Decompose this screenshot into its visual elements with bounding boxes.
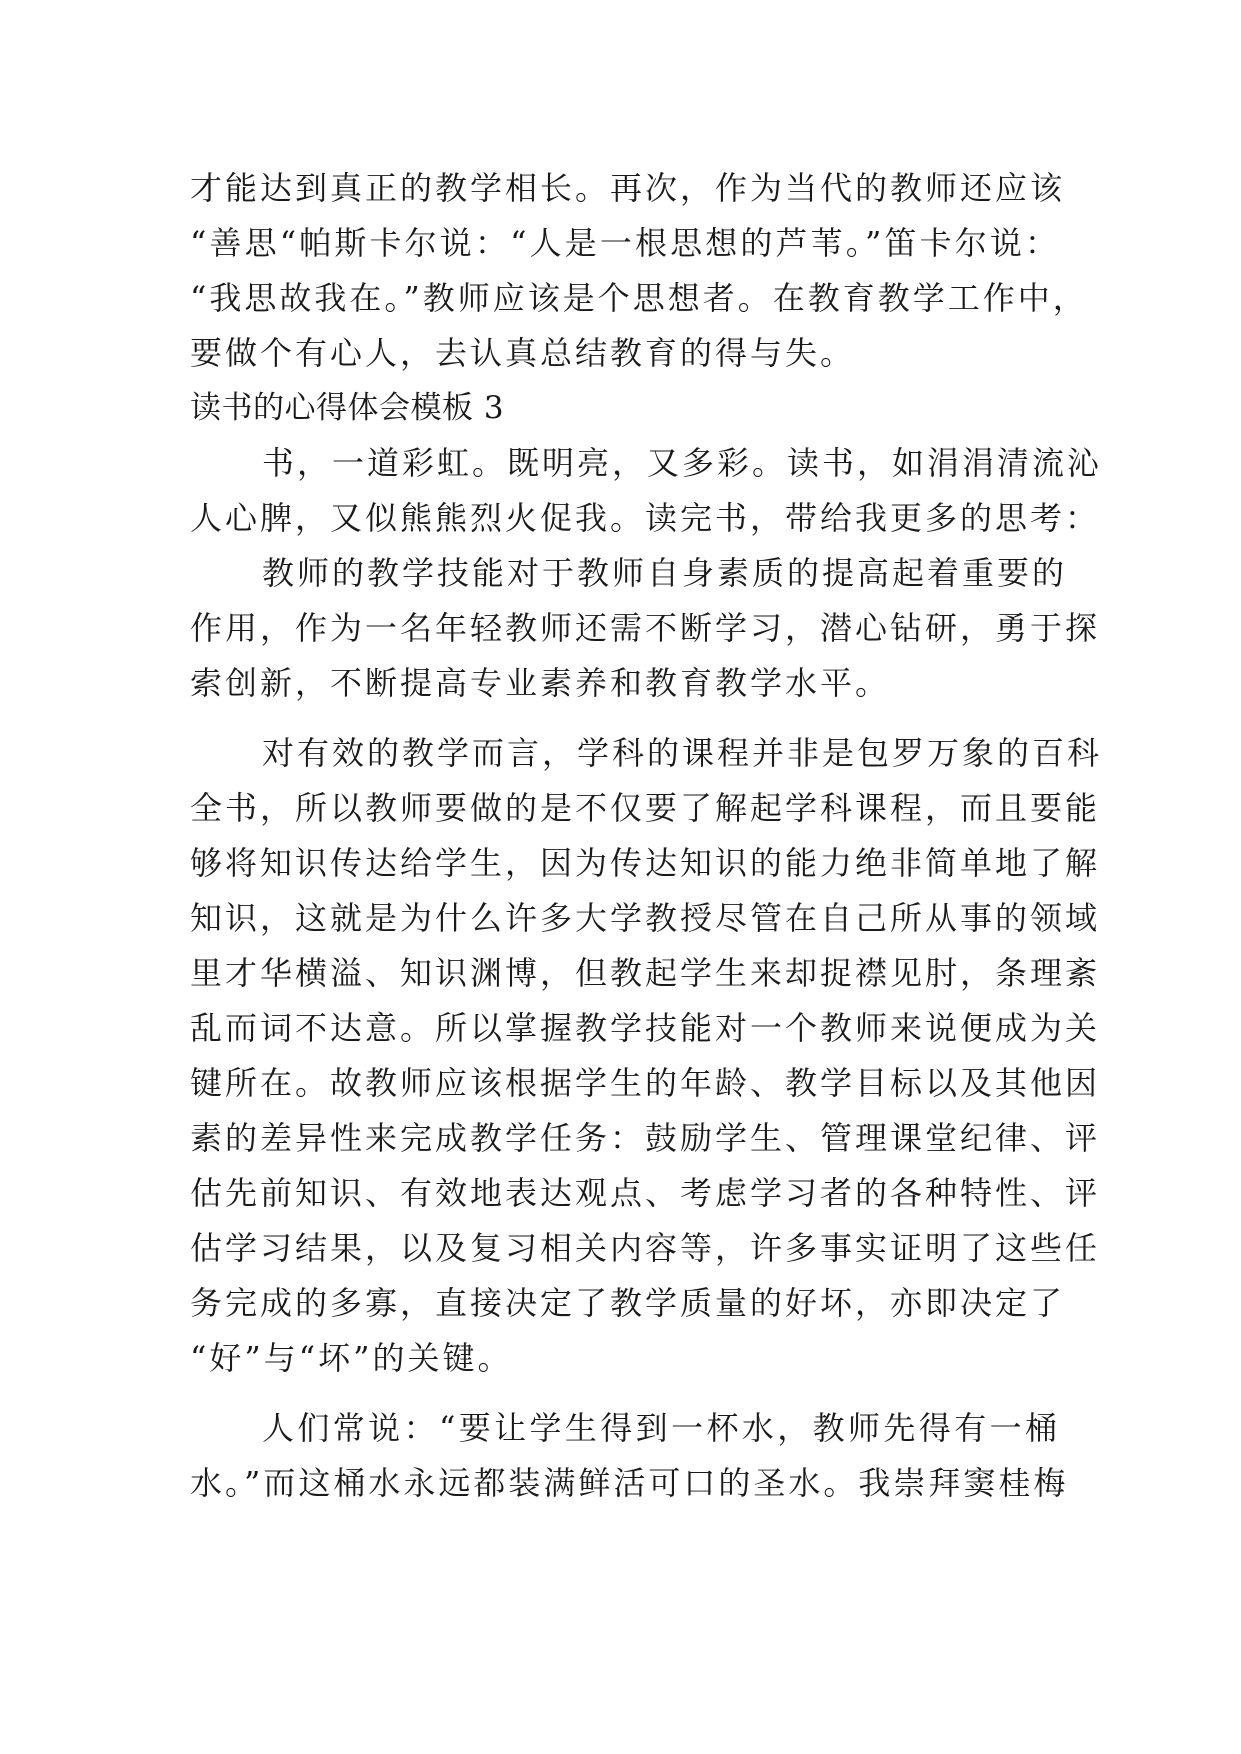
text-line: 键所在。故教师应该根据学生的年龄、教学目标以及其他因 bbox=[190, 1064, 1101, 1102]
section-heading: 读书的心得体会模板 3 bbox=[190, 390, 505, 426]
paragraph-gap bbox=[190, 1386, 1060, 1401]
text-line: 书，一道彩虹。既明亮，又多彩。读书，如涓涓清流沁 bbox=[262, 444, 1103, 482]
text-line: 乱而词不达意。所以掌握教学技能对一个教师来说便成为关 bbox=[190, 1009, 1101, 1047]
text-line: “善思“帕斯卡尔说：“人是一根思想的芦苇。”笛卡尔说： bbox=[190, 224, 1060, 262]
text-line: 人心脾，又似熊熊烈火促我。读完书，带给我更多的思考： bbox=[190, 499, 1101, 537]
text-line: 素的差异性来完成教学任务：鼓励学生、管理课堂纪律、评 bbox=[190, 1119, 1101, 1157]
paragraph bbox=[190, 436, 1103, 546]
paragraph bbox=[190, 726, 1103, 1386]
text-line: 估先前知识、有效地表达观点、考虑学习者的各种特性、评 bbox=[190, 1174, 1101, 1212]
text-line: 要做个有心人，去认真总结教育的得与失。 bbox=[190, 334, 856, 372]
text-line: 够将知识传达给学生，因为传达知识的能力绝非简单地了解 bbox=[190, 844, 1101, 882]
text-line: 水。”而这桶水永远都装满鲜活可口的圣水。我崇拜窦桂梅 bbox=[190, 1464, 1069, 1502]
paragraph bbox=[190, 546, 1101, 711]
text-line: 对有效的教学而言，学科的课程并非是包罗万象的百科 bbox=[262, 734, 1103, 772]
paragraph bbox=[190, 1401, 1069, 1511]
paragraph-gap bbox=[190, 711, 1060, 726]
text-line: 人们常说：“要让学生得到一杯水，教师先得有一桶 bbox=[262, 1409, 1060, 1447]
text-line: 索创新，不断提高专业素养和教育教学水平。 bbox=[190, 664, 891, 702]
document-body bbox=[190, 161, 1103, 1511]
text-line: 作用，作为一名年轻教师还需不断学习，潜心钻研，勇于探 bbox=[190, 609, 1101, 647]
text-line: “我思故我在。”教师应该是个思想者。在教育教学工作中， bbox=[190, 279, 1088, 317]
text-line: 里才华横溢、知识渊博，但教起学生来却捉襟见肘，条理紊 bbox=[190, 954, 1101, 992]
text-line: 务完成的多寡，直接决定了教学质量的好坏，亦即决定了 bbox=[190, 1284, 1066, 1322]
paragraph-continuation bbox=[190, 161, 1088, 381]
text-line: 知识，这就是为什么许多大学教授尽管在自己所从事的领域 bbox=[190, 899, 1101, 937]
text-line: 才能达到真正的教学相长。再次，作为当代的教师还应该 bbox=[190, 169, 1066, 207]
text-line: 全书，所以教师要做的是不仅要了解起学科课程，而且要能 bbox=[190, 789, 1101, 827]
text-line: “好”与“坏”的关键。 bbox=[190, 1339, 513, 1377]
text-line: 估学习结果，以及复习相关内容等，许多事实证明了这些任 bbox=[190, 1229, 1101, 1267]
text-line: 教师的教学技能对于教师自身素质的提高起着重要的 bbox=[262, 554, 1068, 592]
